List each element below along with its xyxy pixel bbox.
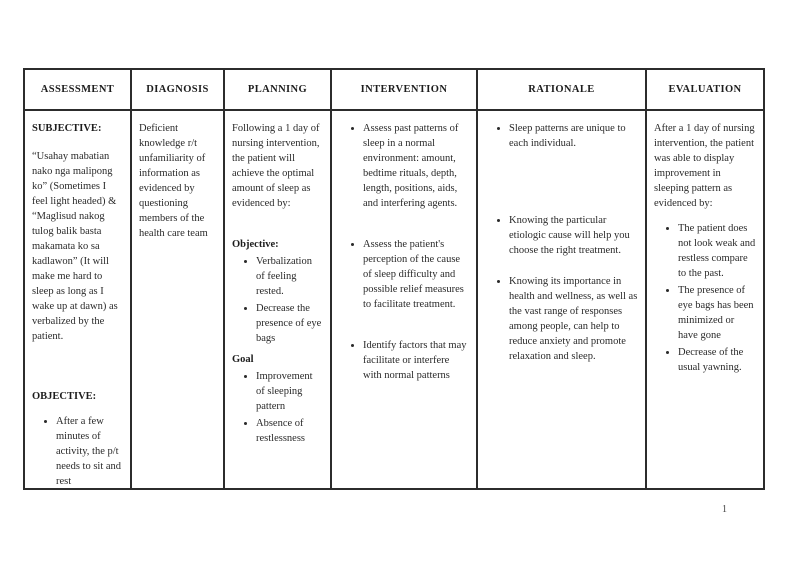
- intervention-cell: [332, 111, 476, 488]
- planning-objective-list: [232, 254, 323, 346]
- column-header-intervention: INTERVENTION: [332, 70, 476, 111]
- bullet-item: • Knowing the particular etiologic cause will help you choose the right treatment.: [509, 213, 638, 258]
- bullet-item: • Decrease of the usual yawning.: [678, 345, 756, 375]
- column-assessment: [25, 70, 132, 488]
- objective-label: OBJECTIVE:: [32, 391, 97, 402]
- diagnosis-cell: [132, 111, 223, 488]
- column-header-rationale: RATIONALE: [478, 70, 645, 111]
- column-header-evaluation: EVALUATION: [647, 70, 763, 111]
- intervention-list: [339, 121, 469, 383]
- bullet-item: • Decrease the presence of eye bags: [256, 301, 323, 346]
- column-header-assessment: ASSESSMENT: [25, 70, 130, 111]
- bullet-item: • Sleep patterns are unique to each individual.: [509, 121, 638, 151]
- evaluation-intro: After a 1 day of nursing intervention, the patient was able to display improvement in sleeping pattern as evidenced by:: [654, 123, 755, 209]
- bullet-item: • The patient does not look weak and restless compare to the past.: [678, 221, 756, 281]
- page-number: 1: [722, 504, 727, 515]
- bullet-item: • Identify factors that may facilitate or interfere with normal patterns: [363, 338, 469, 383]
- bullet-item: • Assess the patient's perception of the cause of sleep difficulty and possible relief measures to facilitate treatment.: [363, 237, 469, 312]
- column-header-diagnosis: DIAGNOSIS: [132, 70, 223, 111]
- planning-goal-label: Goal: [232, 354, 254, 365]
- planning-intro: Following a 1 day of nursing intervention, the patient will achieve the optimal amount of sleep as evidenced by:: [232, 123, 320, 209]
- subjective-label: SUBJECTIVE:: [32, 123, 102, 134]
- column-diagnosis: [132, 70, 225, 488]
- nursing-care-plan-table: [23, 68, 765, 490]
- planning-cell: [225, 111, 330, 488]
- assessment-cell: [25, 111, 130, 488]
- bullet-item: • Assess past patterns of sleep in a normal environment: amount, bedtime rituals, depth, length, positions, aids, and interfering agents.: [363, 121, 469, 211]
- column-evaluation: [647, 70, 763, 488]
- column-rationale: [478, 70, 647, 488]
- bullet-item: • Absence of restlessness: [256, 416, 323, 446]
- diagnosis-text: Deficient knowledge r/t unfamiliarity of information as evidenced by questioning members of the health care team: [139, 123, 208, 239]
- evaluation-list: [654, 221, 756, 375]
- subjective-text: “Usahay mabatian nako nga malipong ko” (Sometimes I feel light headed) & “Maglisud nakog tulog balik basta makamata ko sa kadlawon” (It will make me hard to sleep as long as I wake up at dawn) as verbalized by the patient.: [32, 151, 118, 342]
- planning-objective-label: Objective:: [232, 239, 279, 250]
- bullet-item: • Verbalization of feeling rested.: [256, 254, 323, 299]
- column-header-planning: PLANNING: [225, 70, 330, 111]
- assessment-objective-list: [32, 414, 123, 488]
- rationale-list: [485, 121, 638, 364]
- evaluation-cell: [647, 111, 763, 488]
- column-intervention: [332, 70, 478, 488]
- bullet-item: • Improvement of sleeping pattern: [256, 369, 323, 414]
- bullet-item: • Knowing its importance in health and wellness, as well as the vast range of responses among people, can help to reduce anxiety and promote relaxation and sleep.: [509, 274, 638, 364]
- planning-goal-list: [232, 369, 323, 446]
- bullet-item: • After a few minutes of activity, the p/t needs to sit and rest: [56, 414, 123, 488]
- column-planning: [225, 70, 332, 488]
- rationale-cell: [478, 111, 645, 488]
- bullet-item: • The presence of eye bags has been minimized or have gone: [678, 283, 756, 343]
